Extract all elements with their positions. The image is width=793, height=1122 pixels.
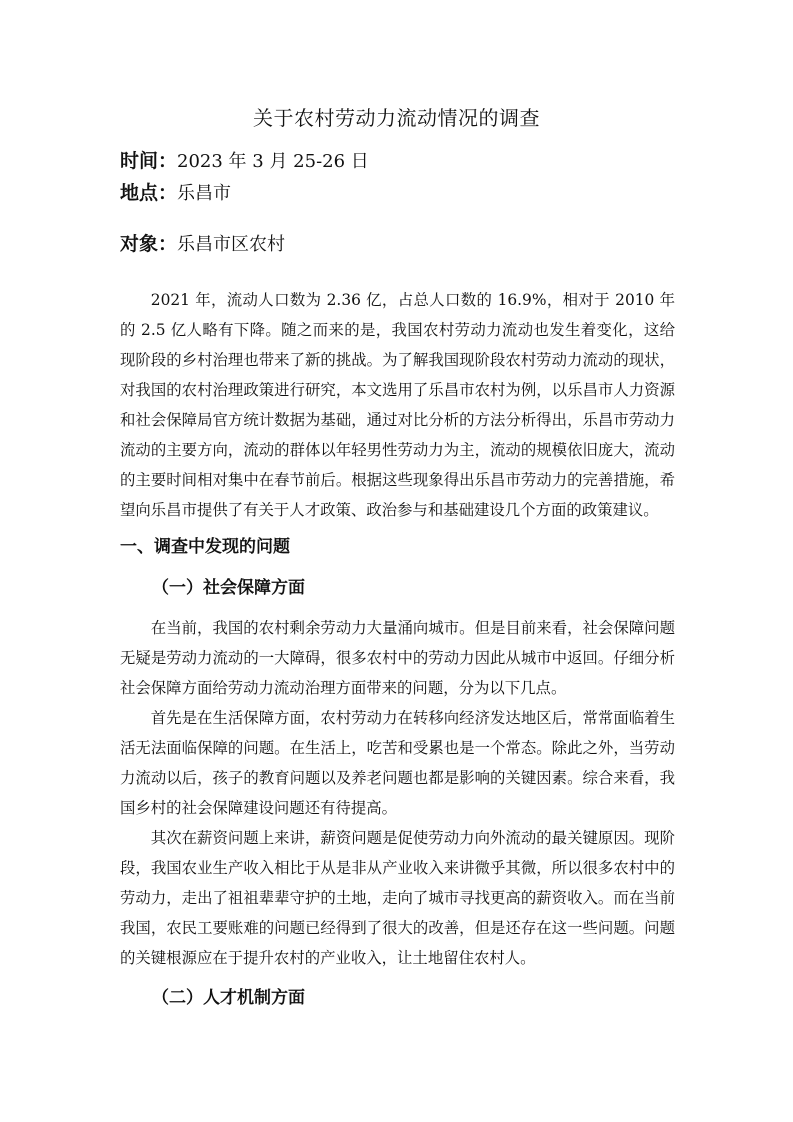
meta-subject bbox=[120, 231, 285, 258]
paragraph-social-security-3: 其次在薪资问题上来讲，薪资问题是促使劳动力向外流动的最关键原因。现阶段，我国农业生产收入相比于从是非从产业收入来讲微乎其微，所以很多农村中的劳动力，走出了祖祖辈辈守护的土地，走向了城市寻找更高的薪资收入。而在当前我国，农民工要账难的问题已经得到了很大的改善，但是还存在这一些问题。问题的关键根源应在于提升农村的产业收入，让土地留住农村人。 bbox=[120, 829, 675, 967]
paragraph-social-security-1: 在当前，我国的农村剩余劳动力大量涌向城市。但是目前来看，社会保障问题无疑是劳动力流动的一大障碍，很多农村中的劳动力因此从城市中返回。仔细分析社会保障方面给劳动力流动治理方面带来的问题，分为以下几点。 bbox=[120, 619, 675, 697]
subsection-heading-social-security: （一）社会保障方面 bbox=[152, 578, 305, 598]
document-title: 关于农村劳动力流动情况的调查 bbox=[253, 106, 540, 130]
subject-label: 对象： bbox=[120, 233, 178, 255]
time-value: 2023 年 3 月 25-26 日 bbox=[177, 151, 369, 172]
meta-place bbox=[120, 180, 231, 207]
intro-paragraph: 2021 年，流动人口数为 2.36 亿，占总人口数的 16.9%，相对于 2010 年的 2.5 亿人略有下降。随之而来的是，我国农村劳动力流动也发生着变化，这给现阶段的乡村治理也带来了新的挑战。为了解我国现阶段农村劳动力流动的现状，对我国的农村治理政策进行研究，本文选用了乐昌市农村为例，以乐昌市人力资源和社会保障局官方统计数据为基础，通过对比分析的方法分析得出，乐昌市劳动力流动的主要方向，流动的群体以年轻男性劳动力为主，流动的规模依旧庞大，流动的主要时间相对集中在春节前后。根据这些现象得出乐昌市劳动力的完善措施，希望向乐昌市提供了有关于人才政策、政治参与和基础建设几个方面的政策建议。 bbox=[120, 291, 675, 519]
section-heading-problems: 一、调查中发现的问题 bbox=[120, 537, 290, 557]
time-label: 时间： bbox=[120, 150, 178, 172]
subsection-heading-talent: （二）人才机制方面 bbox=[152, 988, 305, 1008]
meta-time bbox=[120, 148, 369, 175]
paragraph-social-security-2: 首先是在生活保障方面，农村劳动力在转移向经济发达地区后，常常面临着生活无法面临保障的问题。在生活上，吃苦和受累也是一个常态。除此之外，当劳动力流动以后，孩子的教育问题以及养老问题也都是影响的关键因素。综合来看，我国乡村的社会保障建设问题还有待提高。 bbox=[120, 709, 675, 817]
place-value: 乐昌市 bbox=[177, 183, 232, 204]
place-label: 地点： bbox=[120, 182, 178, 204]
subject-value: 乐昌市区农村 bbox=[177, 234, 286, 255]
